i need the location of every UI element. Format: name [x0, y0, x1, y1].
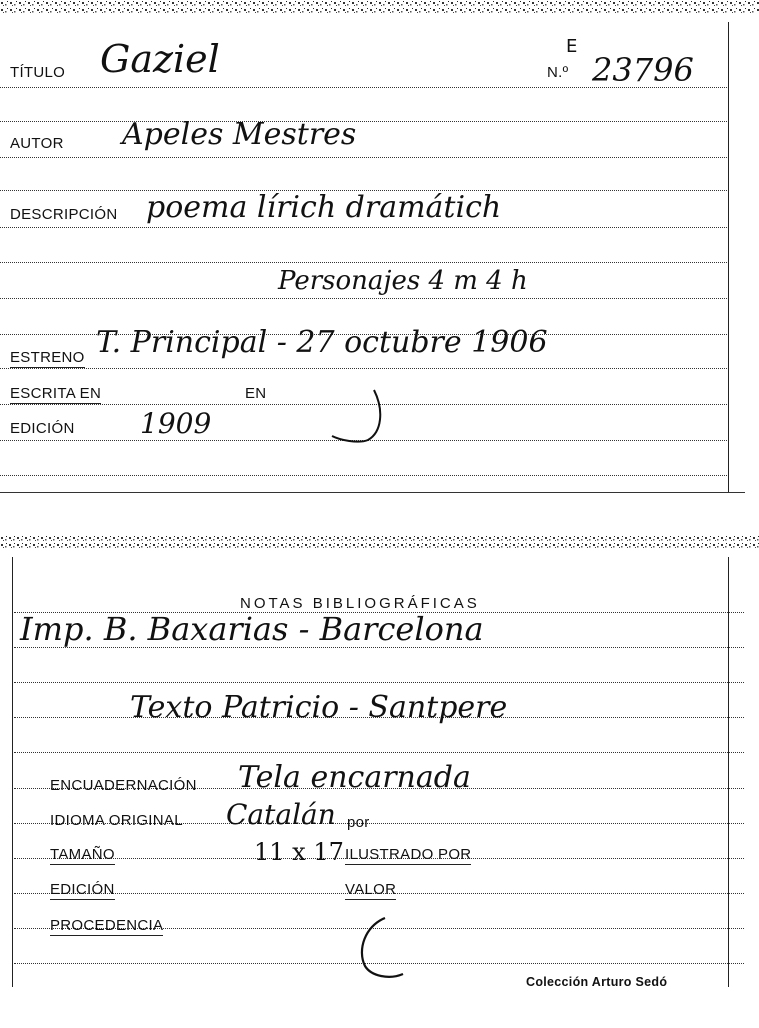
descripcion-extra: Personajes 4 m 4 h	[278, 266, 528, 296]
estreno-value: T. Principal - 27 octubre 1906	[96, 325, 548, 360]
numero-value: 23796	[592, 51, 694, 89]
torn-edge-noise	[0, 0, 759, 14]
guide-line	[0, 262, 727, 263]
idioma-value: Catalán	[226, 798, 336, 831]
encuadernacion-value: Tela encarnada	[238, 760, 471, 795]
edicion-value: 1909	[140, 407, 212, 440]
guide-line	[0, 157, 727, 158]
tamano-label: TAMAÑO	[50, 846, 115, 863]
idioma-label: IDIOMA ORIGINAL	[50, 812, 183, 829]
nota-line-2: Texto Patricio - Santpere	[130, 690, 508, 725]
estreno-label: ESTRENO	[10, 349, 85, 366]
guide-line	[0, 121, 727, 122]
guide-line	[14, 682, 744, 683]
guide-line	[0, 475, 727, 476]
autor-value: Apeles Mestres	[122, 117, 357, 152]
titulo-label: TÍTULO	[10, 64, 66, 81]
encuadernacion-label: ENCUADERNACIÓN	[50, 777, 197, 794]
por-label: por	[347, 814, 370, 831]
guide-line	[14, 752, 744, 753]
ilustrado-label: ILUSTRADO POR	[345, 846, 472, 863]
catalog-card-bottom	[0, 535, 759, 1015]
descripcion-label: DESCRIPCIÓN	[10, 206, 118, 223]
punch-hole	[318, 380, 388, 450]
card-bottom-edge	[0, 492, 745, 493]
card-right-border	[728, 557, 729, 987]
autor-label: AUTOR	[10, 135, 64, 152]
card-left-border	[12, 557, 13, 987]
guide-line	[0, 368, 727, 369]
descripcion-value: poema lírich dramátich	[146, 190, 502, 225]
valor-label: VALOR	[345, 881, 397, 898]
numero-label: N.º	[547, 64, 569, 81]
catalog-card-top	[0, 0, 759, 495]
numero-prefix: E	[566, 36, 578, 57]
torn-edge-noise	[0, 535, 759, 549]
guide-line	[0, 227, 727, 228]
titulo-value: Gaziel	[100, 37, 220, 81]
tamano-value: 11 x 17	[254, 838, 344, 866]
coleccion-footer: Colección Arturo Sedó	[526, 975, 668, 989]
escrita-en-label: ESCRITA EN	[10, 385, 102, 402]
edicion-label: EDICIÓN	[10, 420, 75, 437]
guide-line	[0, 298, 727, 299]
edicion-label-bottom: EDICIÓN	[50, 881, 115, 898]
notas-bibliograficas-title: NOTAS BIBLIOGRÁFICAS	[240, 595, 480, 612]
procedencia-label: PROCEDENCIA	[50, 917, 164, 934]
nota-line-1: Imp. B. Baxarias - Barcelona	[20, 610, 484, 648]
card-right-border	[728, 22, 729, 492]
en-label: EN	[245, 385, 267, 402]
punch-hole	[355, 910, 425, 990]
